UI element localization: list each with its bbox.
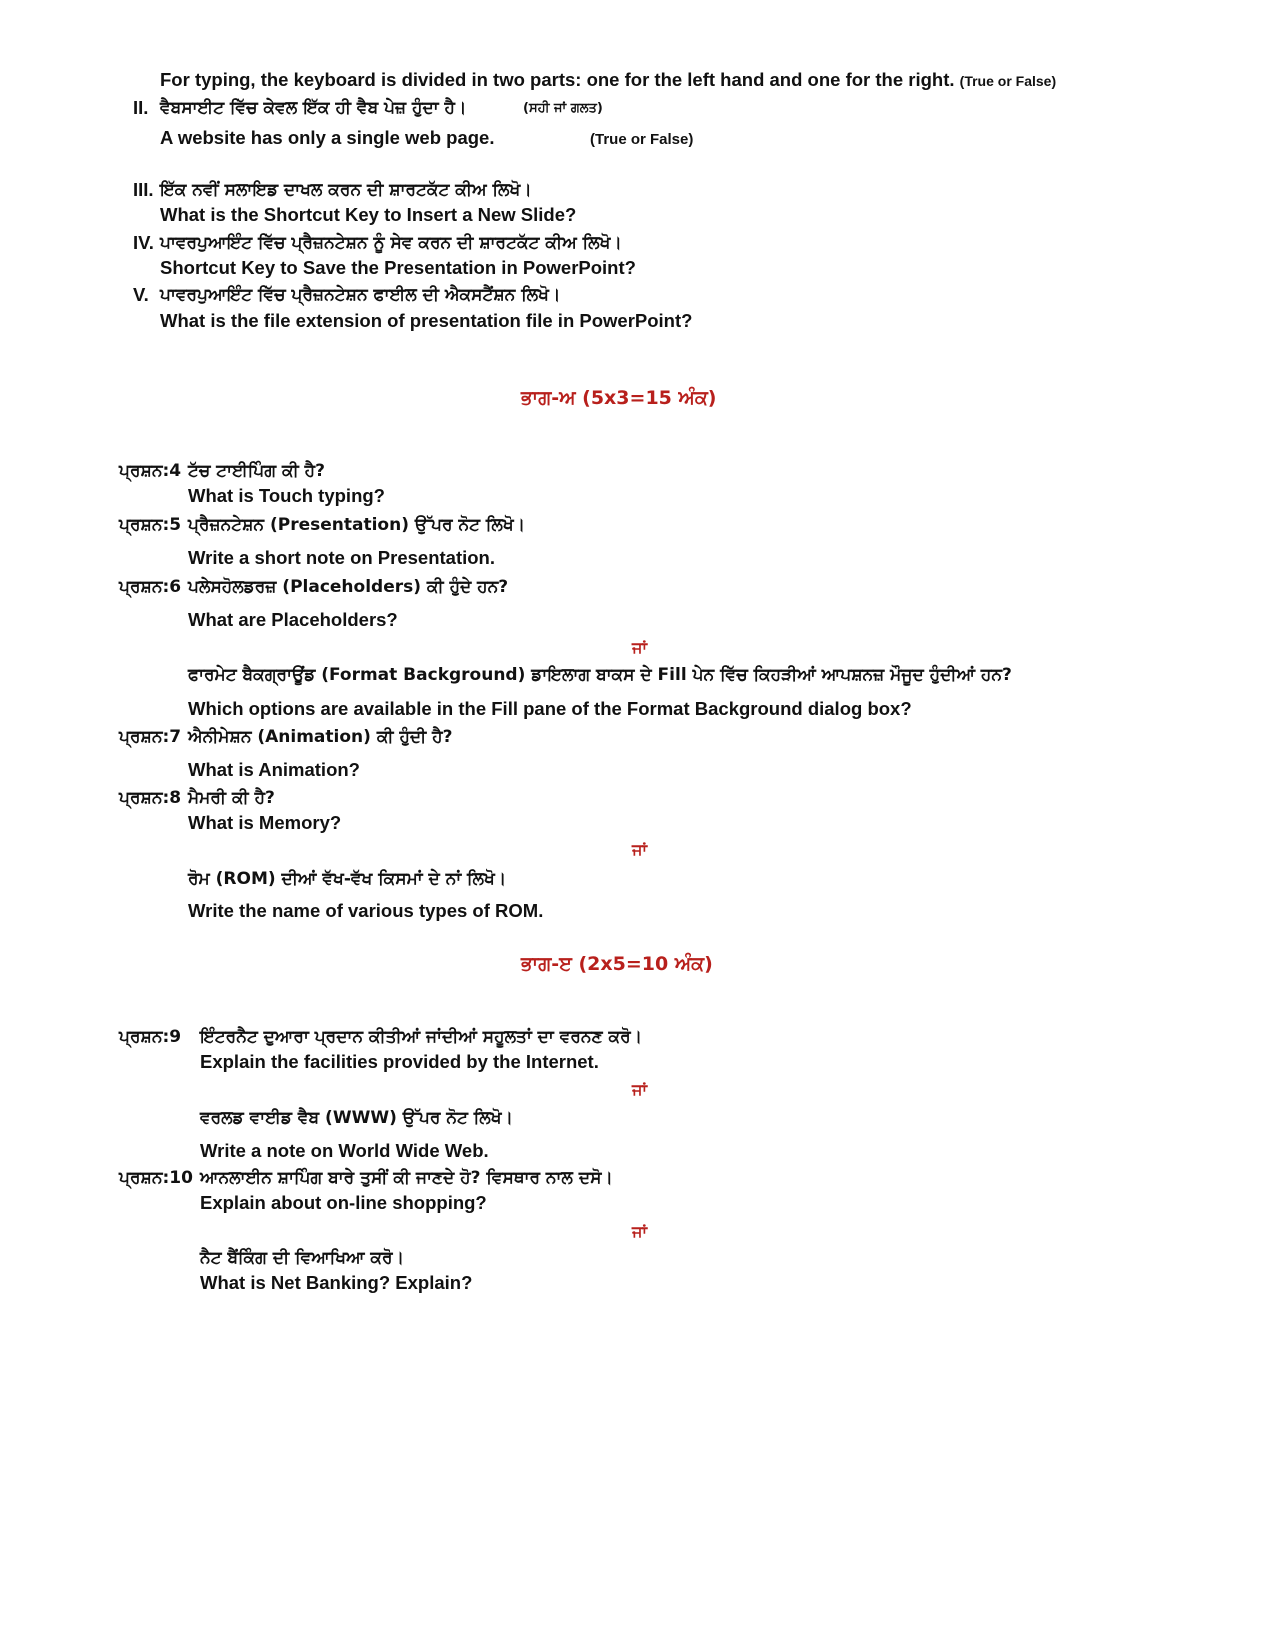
or-label-q10: ਜਾਂ	[632, 1222, 647, 1241]
item-iv-punjabi: ਪਾਵਰਪੁਆਇੰਟ ਵਿੱਚ ਪ੍ਰੈਜ਼ਨਟੇਸ਼ਨ ਨੂੰ ਸੇਵ ਕਰਨ ਦੀ ਸ਼ਾਰਟਕੱਟ ਕੀਅ ਲਿਖੋ।	[160, 233, 622, 253]
question-10-alt-english: What is Net Banking? Explain?	[200, 1272, 473, 1293]
or-label-q6: ਜਾਂ	[632, 638, 647, 657]
question-7-label: ਪ੍ਰਸ਼ਨ:7	[119, 727, 182, 747]
question-10-punjabi: ਆਨਲਾਈਨ ਸ਼ਾਪਿੰਗ ਬਾਰੇ ਤੁਸੀਂ ਕੀ ਜਾਣਦੇ ਹੋ? ਵਿਸਥਾਰ ਨਾਲ ਦਸੋ।	[200, 1168, 613, 1188]
item-i-english	[160, 68, 1056, 93]
item-i-english-text: For typing, the keyboard is divided in two parts: one for the left hand and one for the right.	[160, 69, 955, 90]
item-iii-punjabi: ਇੱਕ ਨਵੀਂ ਸਲਾਇਡ ਦਾਖਲ ਕਰਨ ਦੀ ਸ਼ਾਰਟਕੱਟ ਕੀਅ ਲਿਖੋ।	[160, 180, 532, 200]
question-4-english: What is Touch typing?	[188, 485, 385, 506]
question-9-alt-punjabi: ਵਰਲਡ ਵਾਈਡ ਵੈਬ (WWW) ਉੱਪਰ ਨੋਟ ਲਿਖੋ।	[200, 1108, 513, 1128]
question-6-label: ਪ੍ਰਸ਼ਨ:6	[119, 577, 182, 597]
question-6-alt-punjabi: ਫਾਰਮੇਟ ਬੈਕਗ੍ਰਾਊਂਡ (Format Background) ਡਾਇਲਾਗ ਬਾਕਸ ਦੇ Fill ਪੇਨ ਵਿੱਚ ਕਿਹੜੀਆਂ ਆਪਸ਼ਨਜ਼ ਮੌਜੂਦ ਹੁੰਦੀਆਂ ਹਨ?	[188, 665, 1012, 685]
question-10-label: ਪ੍ਰਸ਼ਨ:10	[119, 1168, 193, 1188]
question-5-english: Write a short note on Presentation.	[188, 547, 496, 568]
question-5-label: ਪ੍ਰਸ਼ਨ:5	[119, 515, 182, 535]
item-ii-english-tag: (True or False)	[590, 131, 694, 148]
question-5-punjabi: ਪ੍ਰੈਜ਼ਨਟੇਸ਼ਨ (Presentation) ਉੱਪਰ ਨੋਟ ਲਿਖੋ।	[188, 515, 526, 535]
item-iii-english: What is the Shortcut Key to Insert a New Slide?	[160, 204, 577, 225]
question-8-alt-english: Write the name of various types of ROM.	[188, 900, 544, 921]
question-8-label: ਪ੍ਰਸ਼ਨ:8	[119, 788, 182, 808]
question-9-alt-english: Write a note on World Wide Web.	[200, 1140, 489, 1161]
item-iv-english: Shortcut Key to Save the Presentation in PowerPoint?	[160, 257, 636, 278]
question-4-punjabi: ਟੱਚ ਟਾਈਪਿੰਗ ਕੀ ਹੈ?	[188, 461, 325, 481]
question-9-label: ਪ੍ਰਸ਼ਨ:9	[119, 1027, 182, 1047]
question-8-alt-punjabi: ਰੋਮ (ROM) ਦੀਆਂ ਵੱਖ-ਵੱਖ ਕਿਸਮਾਂ ਦੇ ਨਾਂ ਲਿਖੋ।	[188, 869, 507, 889]
question-7-english: What is Animation?	[188, 759, 360, 780]
item-v-punjabi: ਪਾਵਰਪੁਆਇੰਟ ਵਿੱਚ ਪ੍ਰੈਜ਼ਨਟੇਸ਼ਨ ਫਾਈਲ ਦੀ ਐਕਸਟੈਂਸ਼ਨ ਲਿਖੋ।	[160, 285, 561, 305]
item-ii-english: A website has only a single web page.	[160, 127, 495, 148]
section-a-heading: ਭਾਗ-ਅ (5x3=15 ਅੰਕ)	[521, 387, 717, 409]
question-7-punjabi: ਐਨੀਮੇਸ਼ਨ (Animation) ਕੀ ਹੁੰਦੀ ਹੈ?	[188, 727, 453, 747]
question-6-english: What are Placeholders?	[188, 609, 398, 630]
item-ii-number: II.	[133, 97, 149, 118]
question-8-punjabi: ਮੈਮਰੀ ਕੀ ਹੈ?	[188, 788, 275, 808]
or-label-q8: ਜਾਂ	[632, 840, 647, 859]
item-ii-punjabi-tag: (ਸਹੀ ਜਾਂ ਗਲਤ)	[523, 101, 603, 116]
question-4-label: ਪ੍ਰਸ਼ਨ:4	[119, 461, 182, 481]
question-9-english: Explain the facilities provided by the Internet.	[200, 1051, 599, 1072]
item-i-tag: (True or False)	[959, 73, 1057, 89]
question-8-english: What is Memory?	[188, 812, 342, 833]
section-b-heading: ਭਾਗ-ੲ (2x5=10 ਅੰਕ)	[521, 953, 713, 975]
question-10-alt-punjabi: ਨੈਟ ਬੈਂਕਿੰਗ ਦੀ ਵਿਆਖਿਆ ਕਰੋ।	[200, 1248, 405, 1268]
item-iii-number: III.	[133, 179, 154, 200]
question-6-alt-english: Which options are available in the Fill pane of the Format Background dialog box?	[188, 698, 912, 719]
item-iv-number: IV.	[133, 232, 154, 253]
item-v-number: V.	[133, 284, 149, 305]
or-label-q9: ਜਾਂ	[632, 1080, 647, 1099]
question-6-punjabi: ਪਲੇਸਹੋਲਡਰਜ਼ (Placeholders) ਕੀ ਹੁੰਦੇ ਹਨ?	[188, 577, 509, 597]
item-v-english: What is the file extension of presentation file in PowerPoint?	[160, 310, 693, 331]
question-9-punjabi: ਇੰਟਰਨੈਟ ਦੁਆਰਾ ਪ੍ਰਦਾਨ ਕੀਤੀਆਂ ਜਾਂਦੀਆਂ ਸਹੂਲਤਾਂ ਦਾ ਵਰਨਣ ਕਰੋ।	[200, 1027, 643, 1047]
question-10-english: Explain about on-line shopping?	[200, 1192, 487, 1213]
item-ii-punjabi: ਵੈਬਸਾਈਟ ਵਿੱਚ ਕੇਵਲ ਇੱਕ ਹੀ ਵੈਬ ਪੇਜ਼ ਹੁੰਦਾ ਹੈ।	[160, 98, 467, 118]
